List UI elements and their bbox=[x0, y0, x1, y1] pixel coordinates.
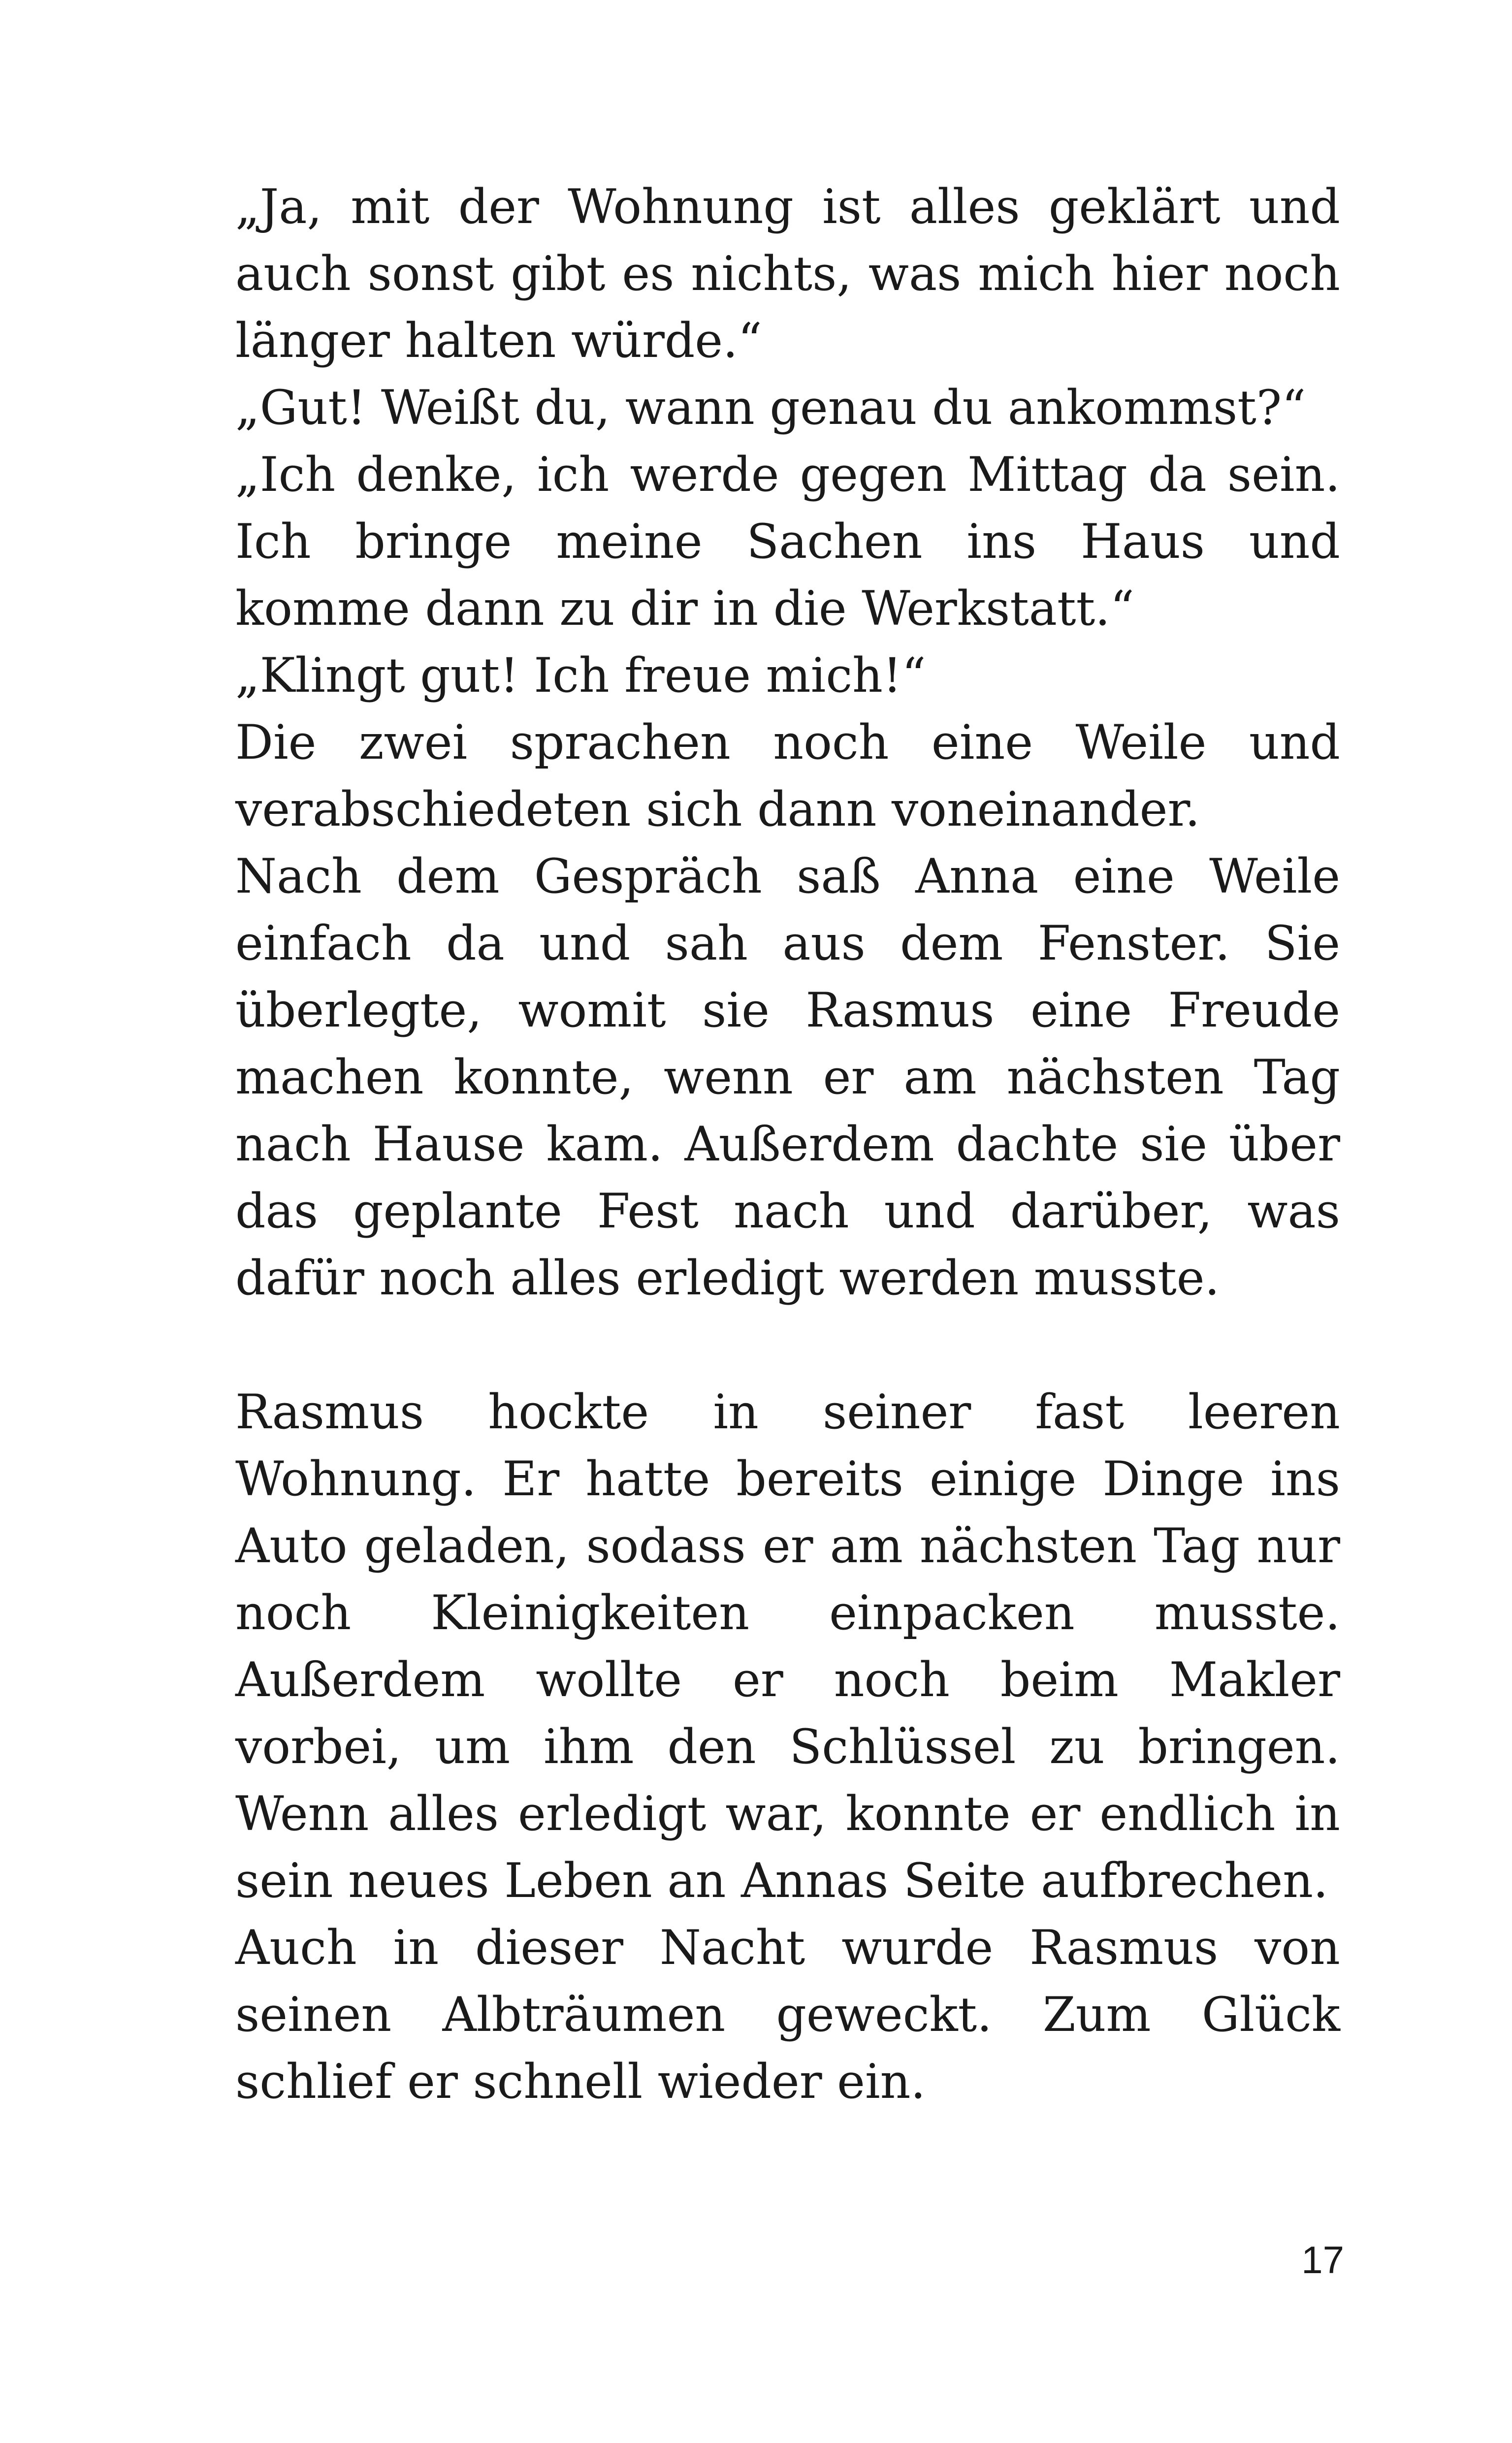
page-number: 17 bbox=[1301, 2238, 1344, 2282]
text-section-2 bbox=[235, 1379, 1340, 2115]
text-section-1 bbox=[235, 173, 1340, 1312]
dialogue-paragraph: „Gut! Weißt du, wann genau du ankommst?“ bbox=[235, 380, 1306, 435]
dialogue-paragraph: „Klingt gut! Ich freue mich!“ bbox=[235, 648, 926, 703]
narrative-paragraph: Nach dem Gespräch saß Anna eine Weile einfach da und sah aus dem Fenster. Sie überlegte, womit sie Rasmus eine Freude machen konnte, wenn er am nächsten Tag nach Hause kam. Außerdem dachte sie über das geplante Fest nach und darüber, was dafür noch alles erledigt werden musste. bbox=[235, 849, 1340, 1306]
dialogue-paragraph: „Ich denke, ich werde gegen Mittag da sein. Ich bringe meine Sachen ins Haus und komme dann zu dir in die Werkstatt.“ bbox=[235, 447, 1340, 636]
narrative-paragraph: Auch in dieser Nacht wurde Rasmus von seinen Albträumen geweckt. Zum Glück schlief er schnell wieder ein. bbox=[235, 1920, 1340, 2109]
dialogue-paragraph: „Ja, mit der Wohnung ist alles geklärt und auch sonst gibt es nichts, was mich hier noch länger halten würde.“ bbox=[235, 179, 1340, 368]
narrative-paragraph: Rasmus hockte in seiner fast leeren Wohnung. Er hatte bereits einige Dinge ins Auto geladen, sodass er am nächsten Tag nur noch Kleinigkeiten einpacken musste. Außerdem wollte er noch beim Makler vorbei, um ihm den Schlüssel zu bringen. Wenn alles erledigt war, konnte er endlich in sein neues Leben an Annas Seite aufbrechen. bbox=[235, 1384, 1340, 1908]
narrative-paragraph: Die zwei sprachen noch eine Weile und verabschiedeten sich dann voneinander. bbox=[235, 715, 1340, 837]
